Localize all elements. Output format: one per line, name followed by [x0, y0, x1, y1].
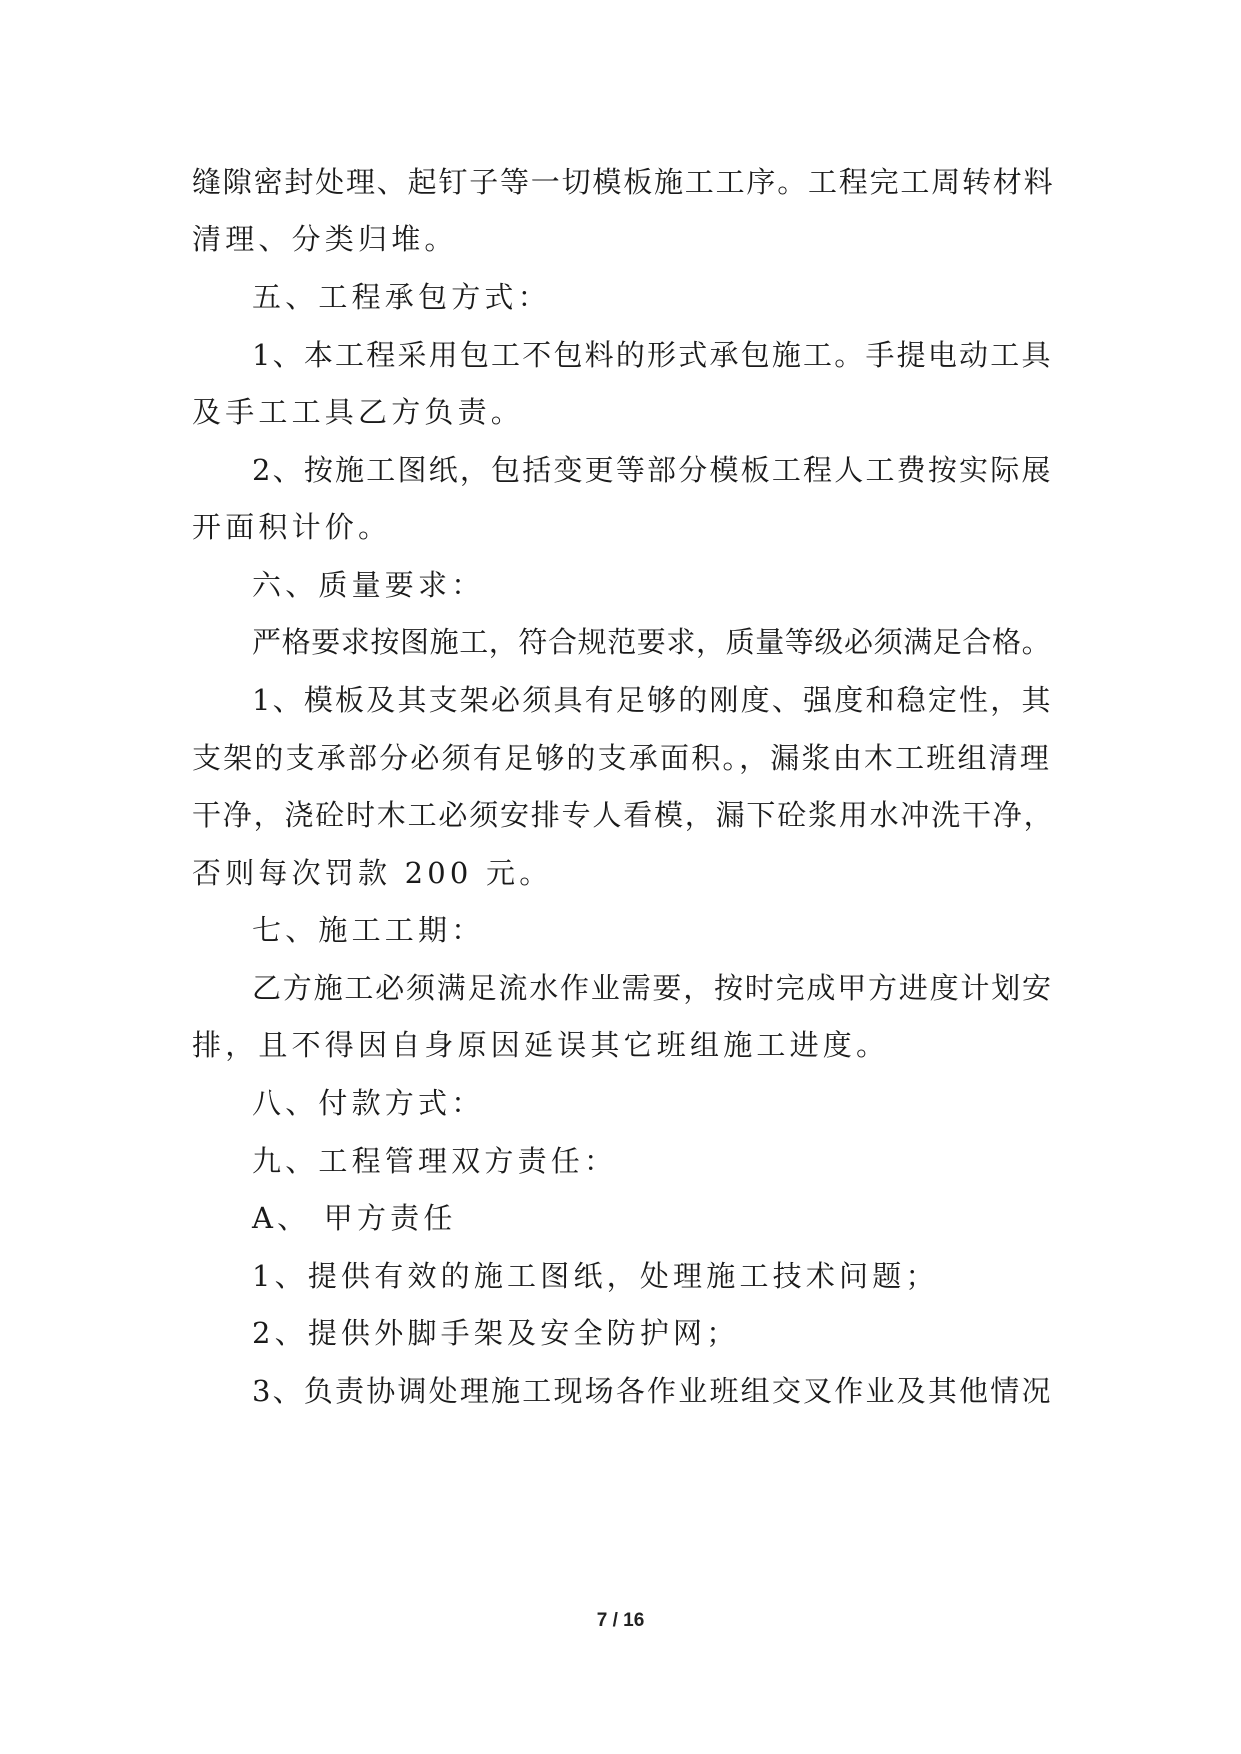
text-line: 1、本工程采用包工不包料的形式承包施工。手提电动工具	[252, 338, 1053, 372]
text-line: 2、提供外脚手架及安全防护网；	[252, 1316, 740, 1350]
section-heading: 九、工程管理双方责任：	[252, 1144, 618, 1178]
text-line: 支架的支承部分必须有足够的支承面积。，漏浆由木工班组清理	[192, 741, 1052, 775]
text-line: 排，且不得因自身原因延误其它班组施工进度。	[192, 1028, 890, 1062]
text-line: 开面积计价。	[192, 510, 392, 544]
section-heading: 五、工程承包方式：	[252, 280, 551, 314]
section-heading: 七、施工工期：	[252, 913, 485, 947]
text-line: 乙方施工必须满足流水作业需要，按时完成甲方进度计划安	[252, 971, 1053, 1005]
text-line: 缝隙密封处理、起钉子等一切模板施工工序。工程完工周转材料	[192, 165, 1055, 199]
section-heading: 八、付款方式：	[252, 1086, 485, 1120]
subsection-heading: A、 甲方责任	[252, 1201, 457, 1235]
text-line: 干净，浇砼时木工必须安排专人看模，漏下砼浆用水冲洗干净，	[192, 798, 1055, 832]
text-line: 2、按施工图纸，包括变更等部分模板工程人工费按实际展	[252, 453, 1053, 487]
text-line: 否则每次罚款 200 元。	[192, 856, 553, 890]
text-line: 及手工工具乙方负责。	[192, 395, 525, 429]
page-number: 7 / 16	[596, 1610, 645, 1631]
text-line: 1、提供有效的施工图纸，处理施工技术问题；	[252, 1259, 939, 1293]
text-line: 3、负责协调处理施工现场各作业班组交叉作业及其他情况	[252, 1374, 1053, 1408]
text-line: 1、模板及其支架必须具有足够的刚度、强度和稳定性，其	[252, 683, 1053, 717]
text-line: 清理、分类归堆。	[192, 222, 458, 256]
text-line: 严格要求按图施工，符合规范要求，质量等级必须满足合格。	[252, 625, 1052, 659]
section-heading: 六、质量要求：	[252, 568, 485, 602]
